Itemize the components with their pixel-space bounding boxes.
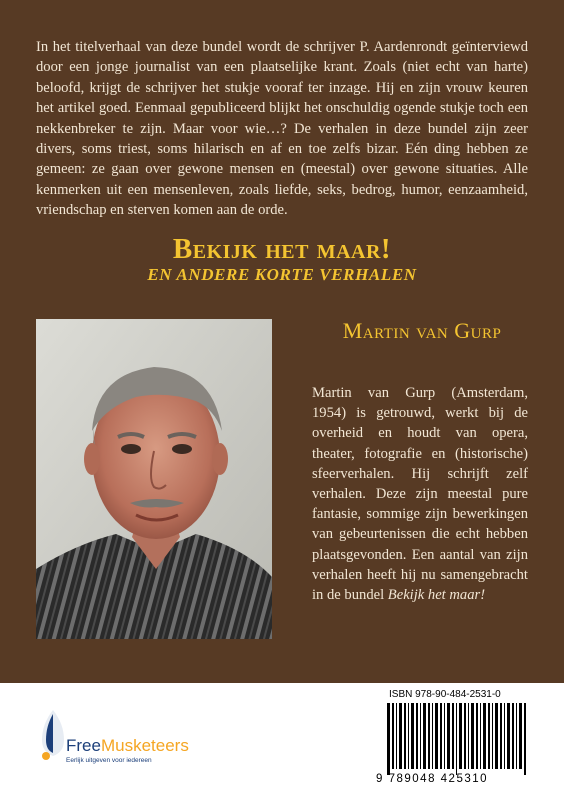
barcode-bar xyxy=(500,703,502,769)
barcode-bar xyxy=(396,703,397,769)
barcode-bar xyxy=(488,703,490,769)
author-bio xyxy=(312,383,528,605)
barcode-bar xyxy=(411,703,414,769)
author-name: Martin van Gurp xyxy=(342,318,502,343)
barcode-bar xyxy=(416,703,418,769)
barcode-digits: 9 789048 425310 xyxy=(376,773,489,785)
publisher-logo-icon xyxy=(36,706,70,768)
barcode-bar xyxy=(471,703,474,769)
barcode-bar xyxy=(456,703,457,775)
barcode-bar xyxy=(452,703,454,769)
barcode-bar xyxy=(387,703,390,775)
author-portrait xyxy=(36,319,272,639)
barcode-bar xyxy=(392,703,394,769)
barcode-bar xyxy=(408,703,409,769)
barcode-bar xyxy=(447,703,450,769)
publisher-name-free: Free xyxy=(66,736,101,755)
barcode-bar xyxy=(404,703,406,769)
publisher-logo xyxy=(36,706,189,776)
barcode-bar xyxy=(495,703,498,769)
barcode-bar xyxy=(435,703,438,769)
book-subtitle: EN ANDERE KORTE VERHALEN xyxy=(147,265,417,284)
bio-book-title: Bekijk het maar! xyxy=(387,587,486,604)
barcode-bar xyxy=(420,703,421,769)
barcode-bar xyxy=(444,703,445,769)
barcode-bar xyxy=(428,703,430,769)
barcode-bar xyxy=(423,703,426,769)
author-bio-text: Martin van Gurp (Amsterdam, 1954) is getrouwd, werkt bij de overheid en houdt van opera, theater, fotografie en (historische) sfeerverhalen. Hij schrijft zelf verhalen. Deze zijn meestal pure fantasie, sommige zijn bewerkingen van gebeurtenissen die echt hebben plaatsgevonden. Een aantal van zijn verhalen heeft hij nu samengebracht in de bundel xyxy=(312,385,528,604)
barcode-bar xyxy=(507,703,510,769)
barcode-bar xyxy=(459,703,462,769)
barcode-bar xyxy=(468,703,469,769)
publisher-tagline: Eerlijk uitgeven voor iedereen xyxy=(66,757,152,764)
barcode-bar xyxy=(512,703,514,769)
publisher-name xyxy=(66,736,189,756)
author-portrait-image xyxy=(36,319,272,639)
barcode-bar xyxy=(440,703,442,769)
blurb-text: In het titelverhaal van deze bundel wordt de schrijver P. Aardenrondt geïnterviewd door een jonge journalist van een plaatselijke krant. Zoals (niet echt van harte) beloofd, krijgt de schrijver het stukje vooraf ter inzage. Hij en zijn vrouw keuren het artikel goed. Eenmaal gepubliceerd blijkt het onschuldig ogende stukje toch een nekkenbreker te zijn. Maar voor wie…? De verhalen in deze bundel zijn zeer divers, soms triest, soms hilarisch en af en toe zelfs bizar. Eén ding hebben ze gemeen: ze gaan over gewone mensen en (meestal) over gewone situaties. Alle kenmerken uit een mensenleven, zoals liefde, seks, bedrog, humor, eenzaamheid, vriendschap en sterven komen aan de orde. xyxy=(36,39,528,219)
barcode-bar xyxy=(480,703,481,769)
isbn-label: ISBN 978-90-484-2531-0 xyxy=(389,689,501,700)
publisher-name-musketeers: Musketeers xyxy=(100,736,189,755)
barcode-bar xyxy=(516,703,517,769)
barcode-bar xyxy=(432,703,433,769)
barcode-bar xyxy=(504,703,505,769)
book-title: Bekijk het maar! xyxy=(172,233,392,265)
barcode-bar xyxy=(476,703,478,769)
barcode-bar xyxy=(464,703,466,769)
barcode-bar xyxy=(483,703,486,769)
barcode-bar xyxy=(524,703,526,775)
barcode-bar xyxy=(492,703,493,769)
barcode xyxy=(385,703,529,775)
barcode-bar xyxy=(519,703,522,769)
barcode-bar xyxy=(399,703,402,769)
